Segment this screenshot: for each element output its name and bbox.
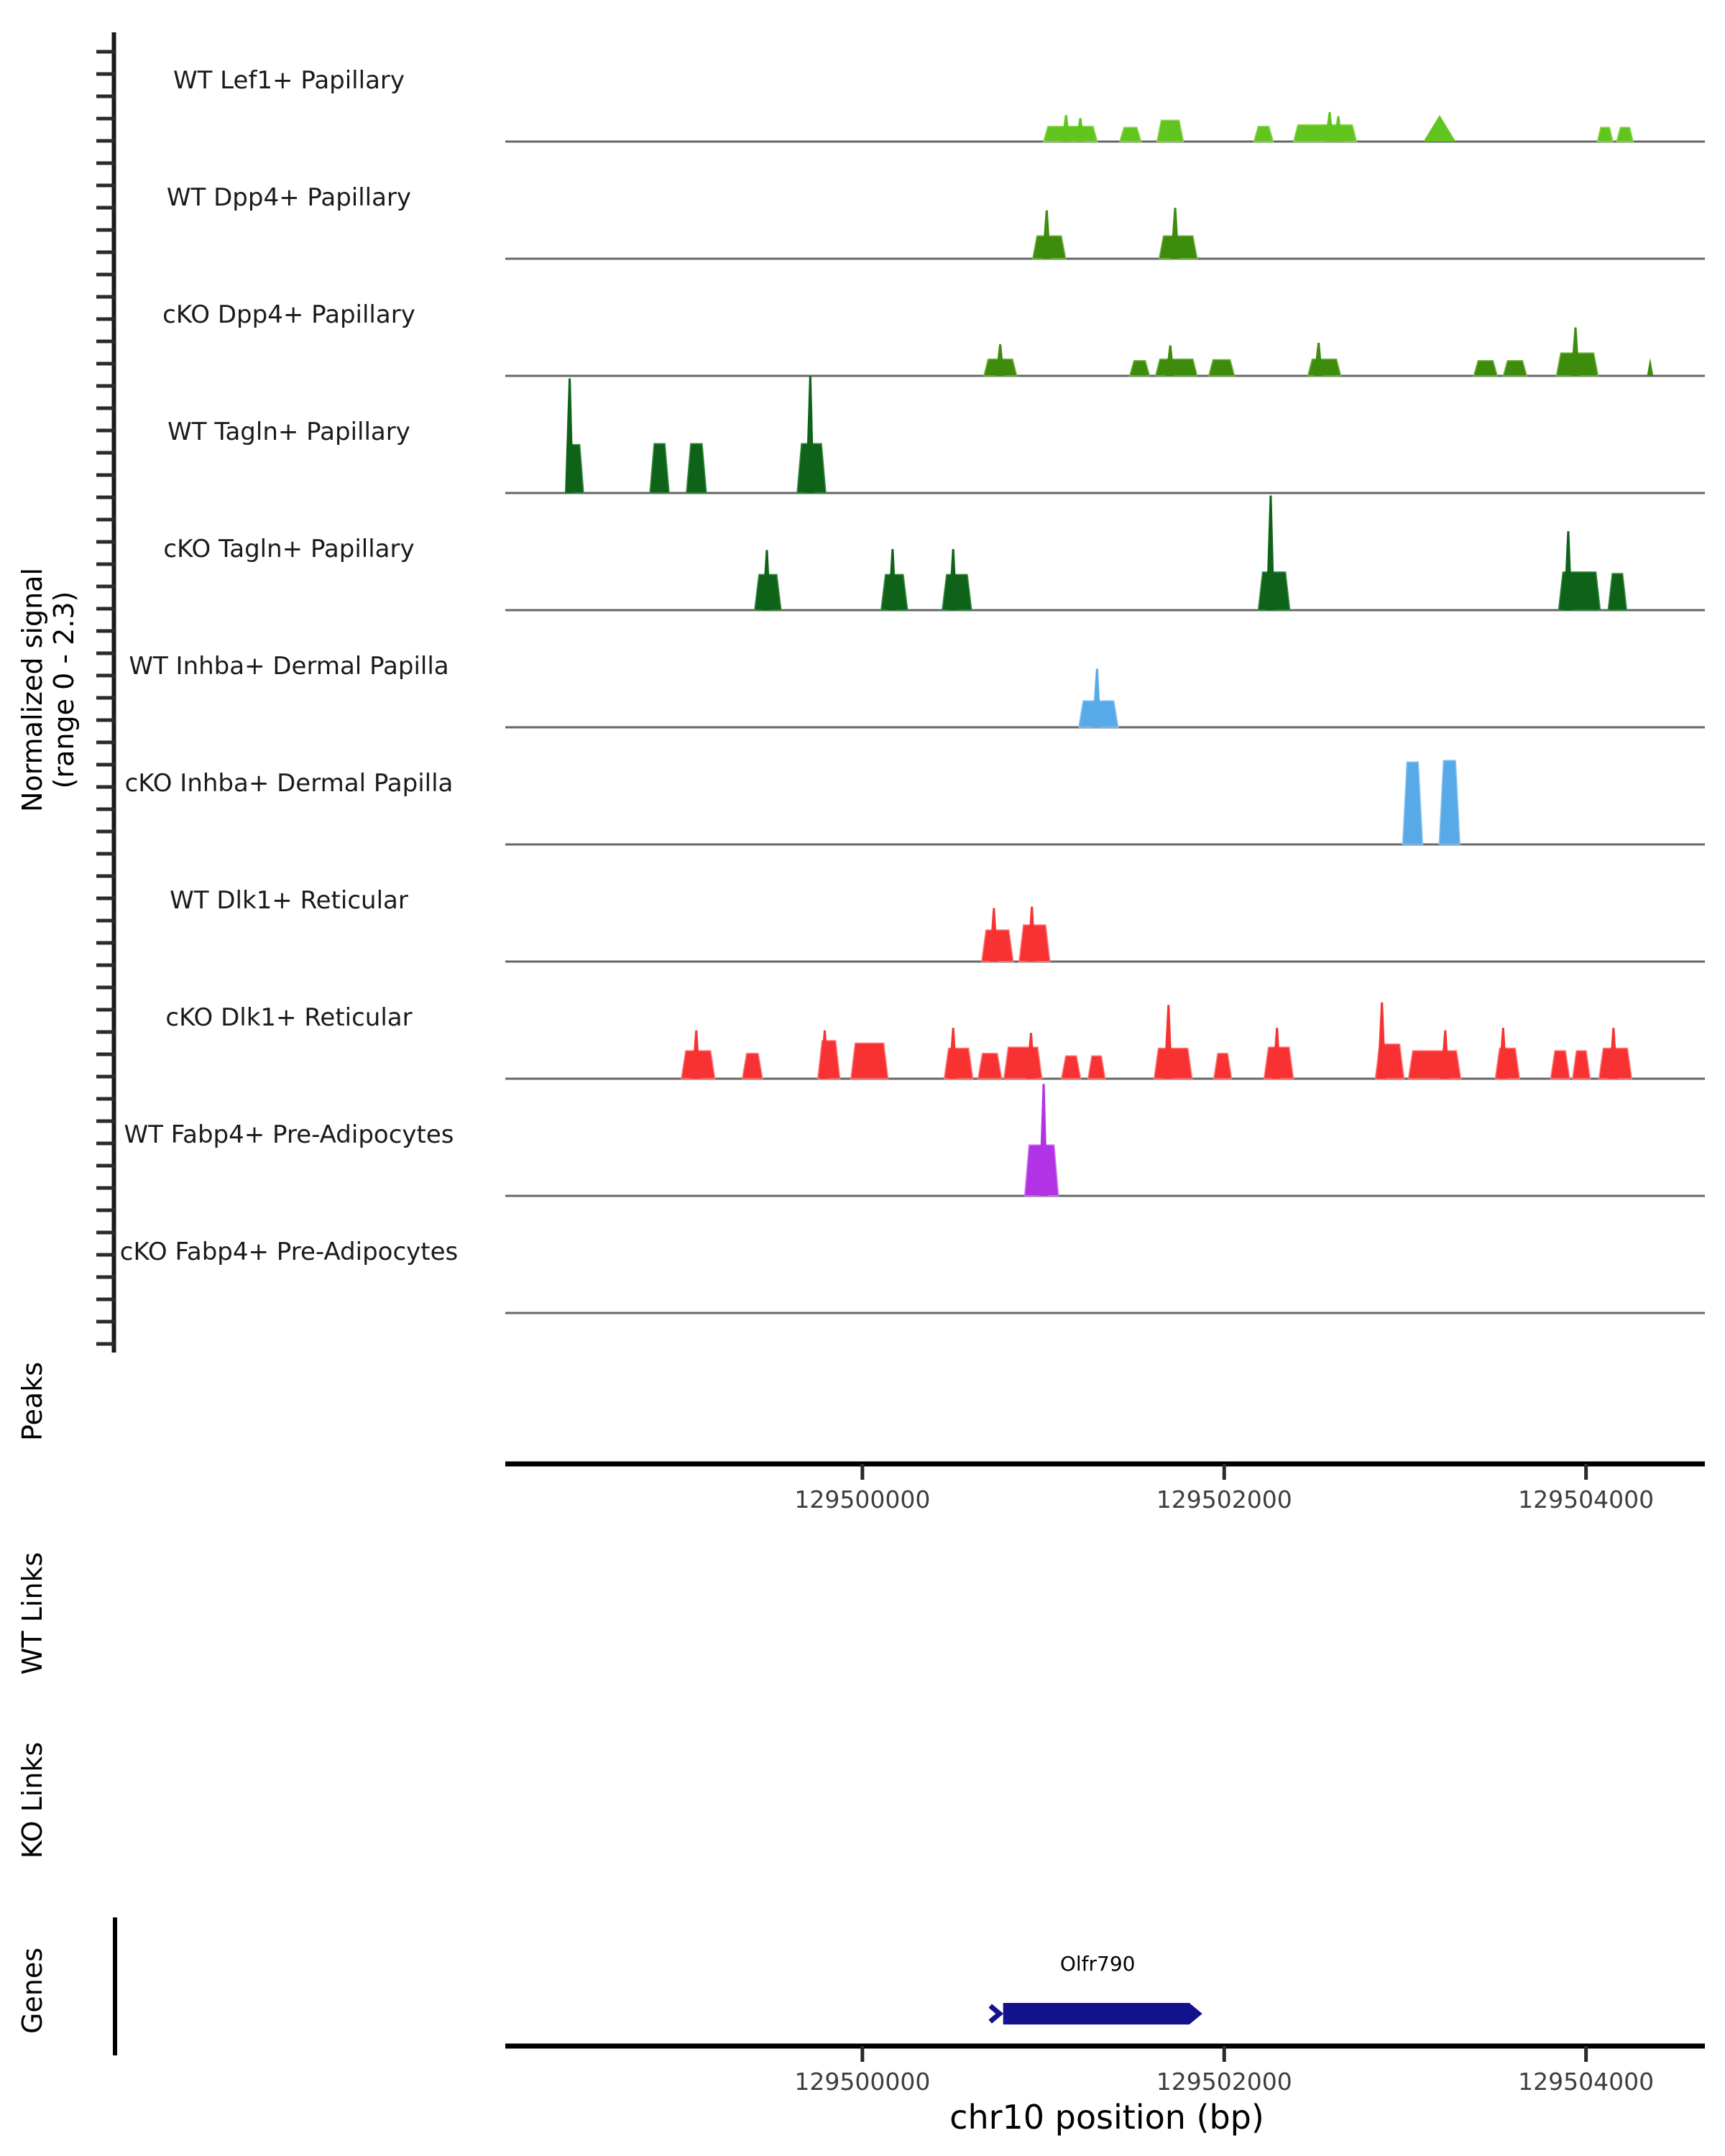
track-label: WT Dpp4+ Papillary: [166, 183, 412, 212]
peak-block: [1294, 125, 1357, 142]
peak-block: [1062, 1056, 1081, 1079]
track-label: cKO Inhba+ Dermal Papilla: [124, 769, 454, 798]
signal-track: [162, 300, 1705, 376]
track-label: WT Fabp4+ Pre-Adipocytes: [124, 1120, 454, 1149]
peak-spike: [1571, 328, 1580, 376]
signal-track: [165, 1003, 1705, 1079]
section-label-genes: Genes: [17, 1947, 48, 2035]
peak-block: [1214, 1054, 1232, 1079]
peak-block: [1573, 1051, 1591, 1079]
bottom-axis-tick-label: 129504000: [1518, 2068, 1655, 2096]
track-label: WT Tagln+ Papillary: [167, 418, 410, 446]
peak-block: [851, 1043, 888, 1079]
peak-block: [1608, 573, 1627, 610]
signal-track: [120, 1238, 1705, 1313]
section-label-wt-links: WT Links: [17, 1552, 48, 1675]
signal-track: [129, 652, 1705, 727]
track-label: WT Lef1+ Papillary: [172, 66, 405, 95]
track-label: cKO Tagln+ Papillary: [163, 535, 415, 563]
peaks-axis-tick-label: 129502000: [1156, 1485, 1292, 1514]
signal-track: [167, 183, 1705, 259]
gene-strand-arrow-icon: [990, 2006, 1000, 2022]
peak-block: [1156, 359, 1197, 376]
bottom-axis-tick-label: 129502000: [1156, 2068, 1292, 2096]
peak-triangle: [1647, 358, 1653, 376]
peak-spike: [1092, 669, 1101, 728]
gene-label: Olfr790: [1059, 1952, 1136, 1976]
track-label: cKO Dlk1+ Reticular: [165, 1003, 413, 1032]
peak-block: [1439, 760, 1460, 844]
track-label: WT Inhba+ Dermal Papilla: [129, 652, 449, 681]
peak-spike: [1042, 211, 1051, 259]
peak-block: [944, 1048, 973, 1079]
peak-block: [1004, 1047, 1042, 1079]
peak-block: [742, 1054, 763, 1079]
peak-block: [686, 443, 707, 493]
signal-track: [173, 66, 1705, 142]
track-label: cKO Dpp4+ Papillary: [162, 300, 415, 329]
peak-block: [1503, 361, 1527, 376]
section-label-ko-links: KO Links: [17, 1741, 48, 1859]
peak-block: [978, 1054, 1002, 1079]
peak-block: [1044, 126, 1098, 142]
signal-track: [125, 760, 1705, 844]
track-label: WT Dlk1+ Reticular: [170, 886, 408, 915]
peak-block: [1616, 127, 1633, 142]
peak-spike: [806, 376, 814, 493]
peak-spike: [1171, 208, 1179, 259]
peak-spike: [1266, 496, 1274, 610]
bottom-axis-tick-label: 129500000: [794, 2068, 931, 2096]
x-axis-label: chr10 position (bp): [949, 2098, 1264, 2137]
peak-spike: [1563, 531, 1572, 610]
peak-block: [1154, 1048, 1192, 1079]
peaks-axis-tick-label: 129504000: [1518, 1485, 1655, 1514]
signal-track: [170, 886, 1705, 962]
y-axis-label-line2: (range 0 - 2.3): [48, 591, 80, 789]
peak-spike: [1377, 1003, 1386, 1079]
peak-spike: [1039, 1084, 1048, 1196]
signal-track: [163, 496, 1705, 610]
gene-body: [1003, 2003, 1202, 2024]
peak-block: [1157, 120, 1184, 142]
peak-spike: [565, 379, 574, 493]
peak-block: [1402, 762, 1422, 844]
peak-block: [942, 574, 972, 610]
peak-block: [1473, 361, 1497, 376]
peak-triangle: [1423, 115, 1455, 142]
peak-block: [1209, 359, 1235, 376]
y-axis-label-line1: Normalized signal: [17, 568, 48, 812]
peak-block: [1254, 126, 1274, 142]
peak-block: [1597, 127, 1613, 142]
peak-block: [1550, 1051, 1570, 1079]
section-label-peaks: Peaks: [17, 1361, 48, 1442]
peak-block: [1088, 1056, 1105, 1079]
peaks-axis-tick-label: 129500000: [794, 1485, 931, 1514]
peak-block: [650, 443, 669, 493]
peak-block: [1308, 359, 1341, 376]
peak-block: [1408, 1051, 1460, 1079]
track-label: cKO Fabp4+ Pre-Adipocytes: [119, 1238, 459, 1266]
signal-track: [167, 376, 1705, 493]
peak-block: [1130, 361, 1150, 376]
signal-track: [124, 1084, 1705, 1196]
peak-block: [1120, 127, 1141, 142]
peak-spike: [1164, 1005, 1172, 1079]
